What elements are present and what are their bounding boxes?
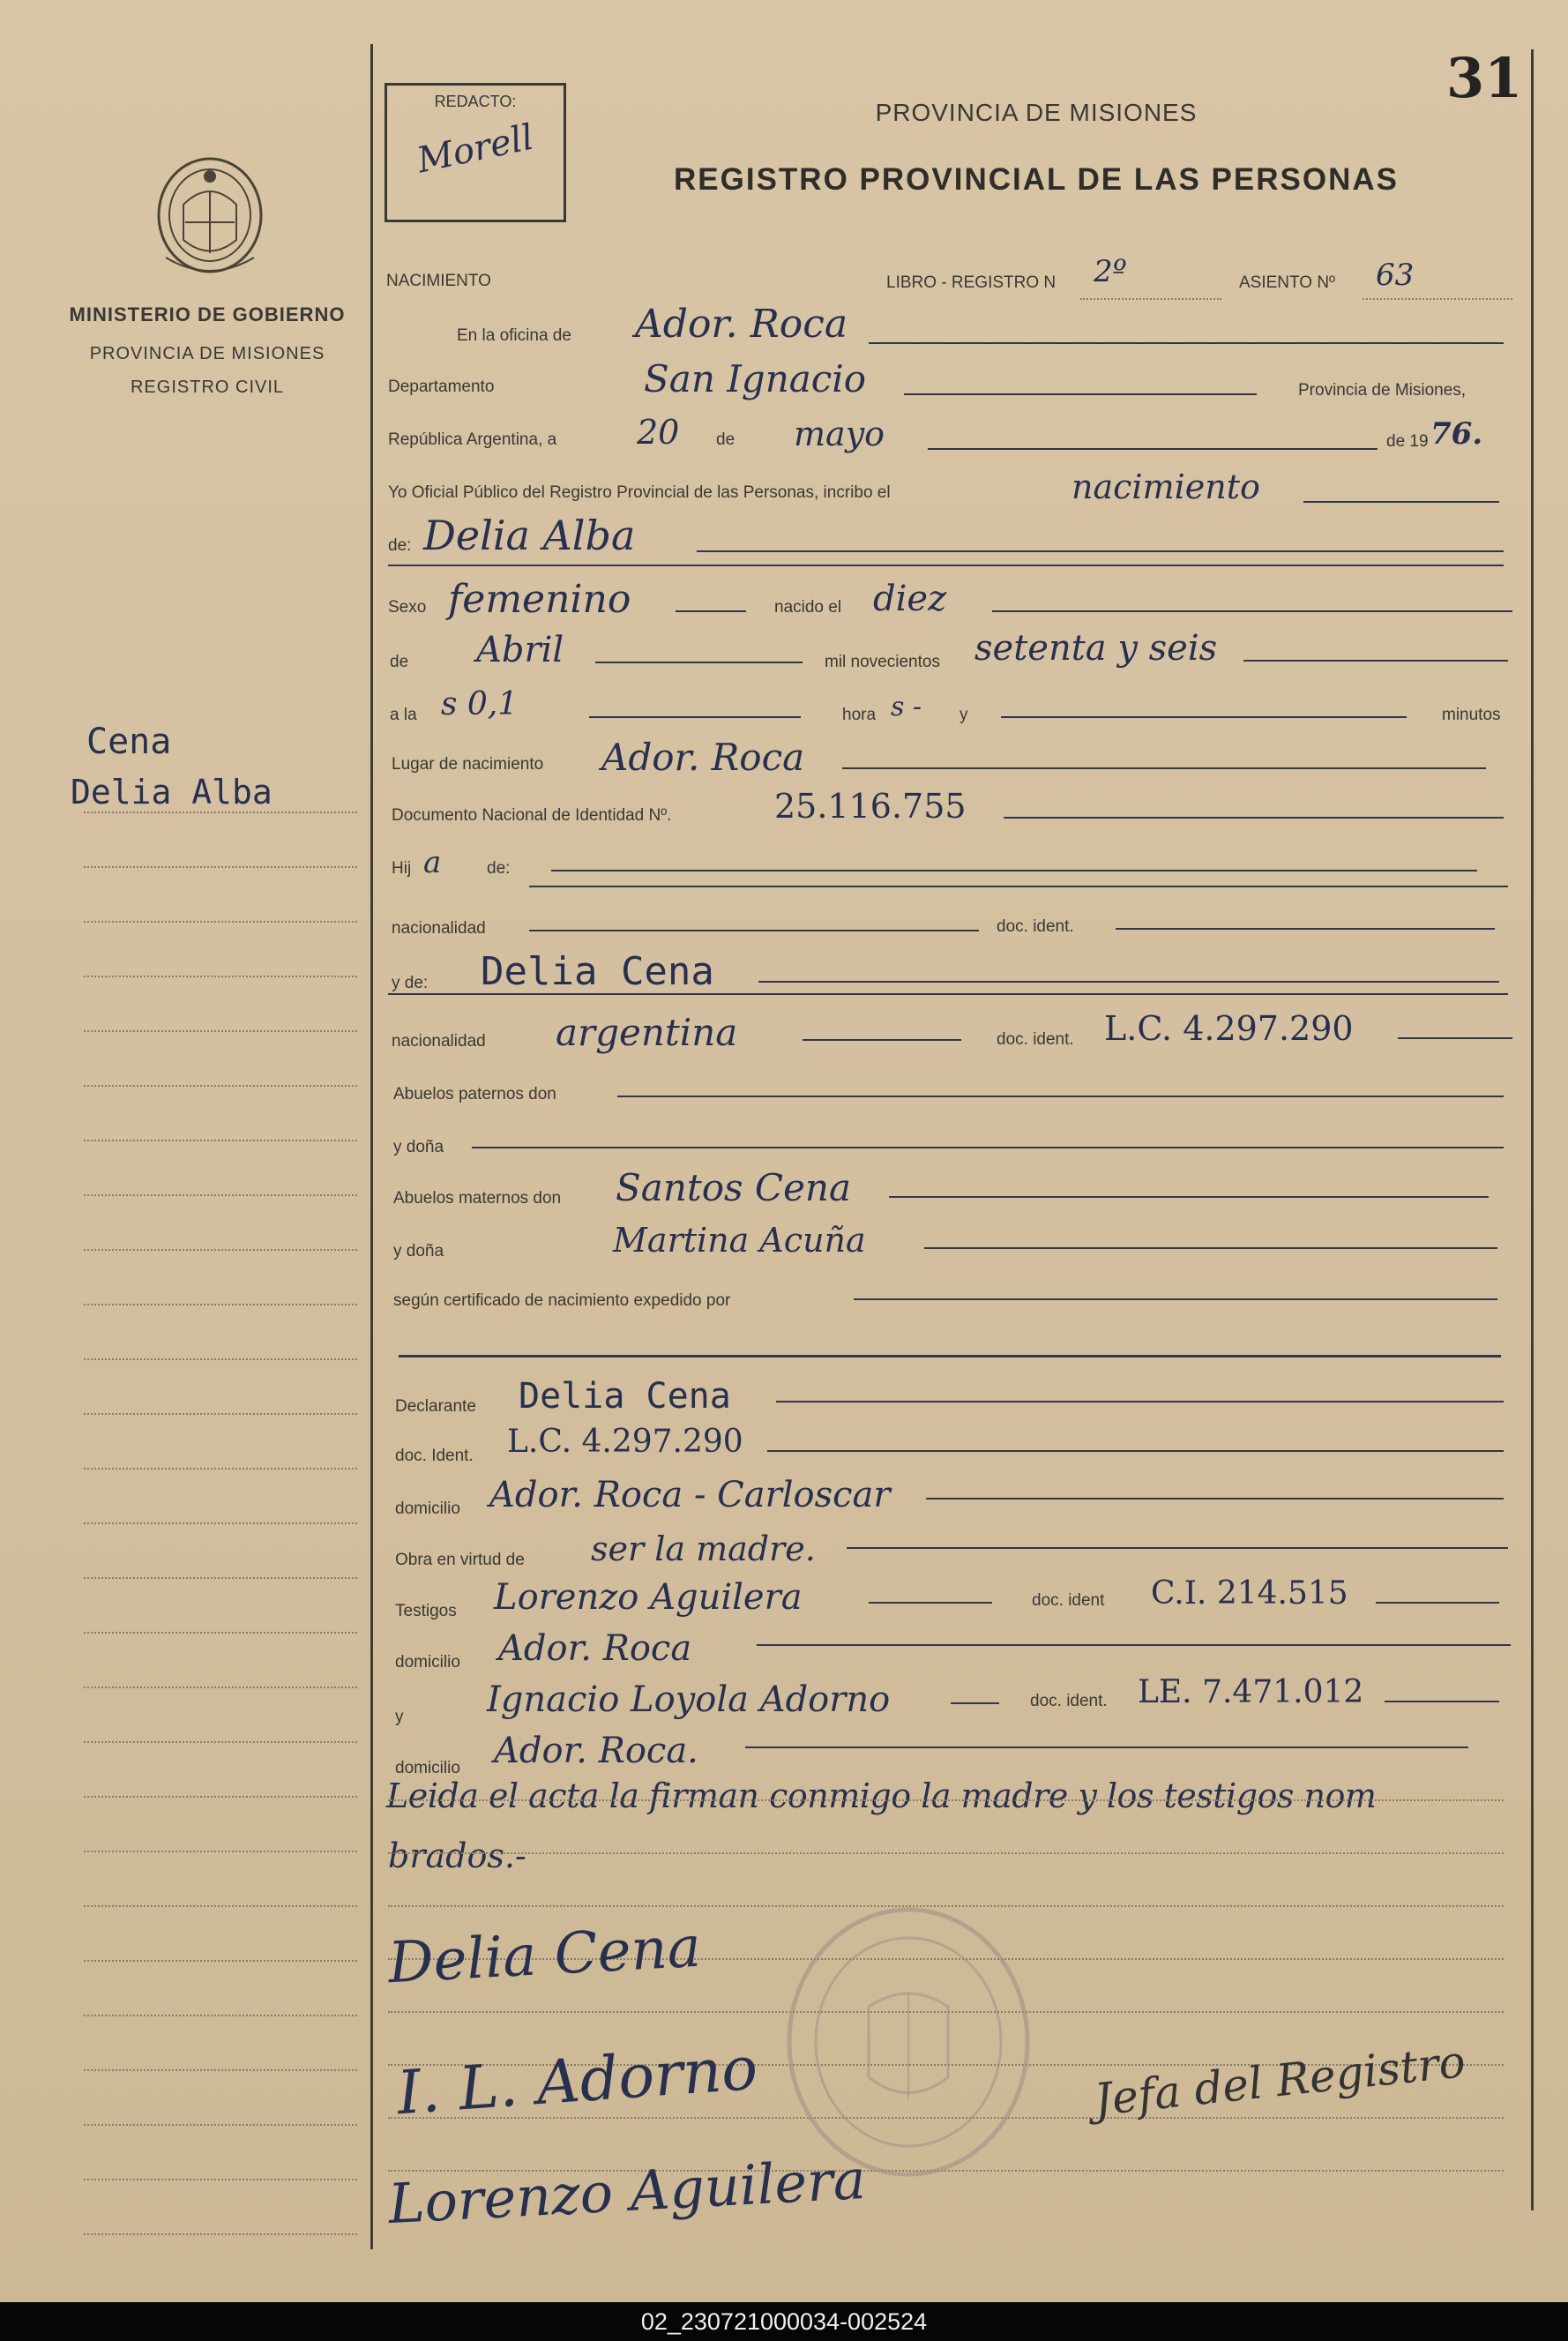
- mes-nac-value: Abril: [476, 630, 564, 670]
- doc-ident2-value: L.C. 4.297.290: [1104, 1009, 1354, 1048]
- yo-oficial-value: nacimiento: [1071, 467, 1260, 506]
- hora-value: s -: [891, 692, 922, 722]
- testigo2-doc-label: doc. ident.: [1030, 1692, 1108, 1710]
- margin-rule: [84, 921, 357, 923]
- closing-line-1: Leida el acta la firman conmigo la madre y los testigos nom: [386, 1776, 1377, 1815]
- ydona2-label: y doña: [393, 1242, 444, 1260]
- margin-rule: [84, 1468, 357, 1470]
- dni-value: 25.116.755: [774, 787, 967, 826]
- oficina-label: En la oficina de: [457, 326, 571, 345]
- doc-ident1-label: doc. ident.: [997, 917, 1074, 936]
- margin-rule: [84, 1304, 357, 1305]
- ala-value: s 0,1: [441, 686, 519, 722]
- dia-value: 20: [637, 413, 680, 452]
- ala-label: a la: [390, 706, 417, 724]
- ministry-title: MINISTERIO DE GOBIERNO: [69, 303, 346, 325]
- record-type: NACIMIENTO: [386, 272, 491, 290]
- testigo1-value: Lorenzo Aguilera: [494, 1577, 803, 1618]
- lugar-label: Lugar de nacimiento: [392, 755, 544, 774]
- margin-rule: [84, 1522, 357, 1524]
- declarante-label: Declarante: [395, 1397, 476, 1416]
- dni-label: Documento Nacional de Identidad Nº.: [392, 806, 672, 825]
- nacido-value: diez: [873, 579, 947, 619]
- margin-rule: [84, 2179, 357, 2180]
- abuelos-maternos-label: Abuelos maternos don: [393, 1189, 562, 1208]
- segun-label: según certificado de nacimiento expedido por: [393, 1291, 731, 1310]
- abuelos-maternos-value: Santos Cena: [616, 1166, 852, 1209]
- margin-rule: [84, 1194, 357, 1196]
- signature-aguilera: Lorenzo Aguilera: [386, 2146, 868, 2237]
- yde-label: y de:: [392, 974, 429, 992]
- margin-rule: [84, 1140, 357, 1141]
- mil-label: mil novecientos: [825, 653, 940, 671]
- margin-rule: [84, 2233, 357, 2235]
- declarante-value: Delia Cena: [519, 1376, 731, 1417]
- closing-line-2: brados.-: [388, 1836, 526, 1875]
- ydona1-label: y doña: [393, 1138, 444, 1156]
- y2-label: y: [395, 1708, 404, 1726]
- testigo2-doc-value: LE. 7.471.012: [1138, 1674, 1364, 1710]
- asiento-value: 63: [1376, 258, 1415, 293]
- margin-rule: [84, 1577, 357, 1579]
- hora-label: hora: [842, 706, 877, 724]
- margin-rule: [84, 1085, 357, 1087]
- domicilio3-value: Ador. Roca.: [494, 1731, 698, 1771]
- margin-rule: [84, 1249, 357, 1251]
- signature-adorno: I. L. Adorno: [394, 2033, 760, 2129]
- nacionalidad1-label: nacionalidad: [392, 919, 486, 938]
- margin-rule: [84, 866, 357, 868]
- domicilio2-label: domicilio: [395, 1653, 460, 1672]
- coat-of-arms-icon: [148, 152, 272, 284]
- declarante-doc-value: L.C. 4.297.290: [507, 1424, 743, 1460]
- testigo1-doc-value: C.I. 214.515: [1151, 1575, 1348, 1612]
- republica-label: República Argentina, a: [388, 430, 557, 449]
- libro-label: LIBRO - REGISTRO N: [886, 273, 1057, 292]
- margin-rule: [84, 1851, 357, 1852]
- margin-rule: [84, 1358, 357, 1360]
- minutos-label: minutos: [1442, 706, 1501, 724]
- margin-rule: [84, 1960, 357, 1962]
- provincia-suffix: Provincia de Misiones,: [1298, 381, 1467, 400]
- signature-madre: Delia Cena: [386, 1914, 703, 1997]
- left-border: [370, 44, 373, 2249]
- obra-label: Obra en virtud de: [395, 1551, 525, 1569]
- domicilio3-label: domicilio: [395, 1759, 460, 1777]
- departamento-value: San Ignacio: [644, 357, 867, 400]
- de2-label: de: [390, 653, 409, 671]
- testigo1-doc-label: doc. ident: [1032, 1591, 1105, 1610]
- hijo-de-label: de:: [487, 859, 511, 878]
- domicilio1-value: Ador. Roca - Carloscar: [489, 1475, 891, 1515]
- domicilio1-label: domicilio: [395, 1500, 460, 1518]
- margin-rule: [84, 976, 357, 977]
- doc-ident2-label: doc. ident.: [997, 1030, 1074, 1049]
- yo-oficial-label: Yo Oficial Público del Registro Provincial de las Personas, incribo el: [388, 483, 891, 502]
- hijo-value: a: [423, 845, 442, 880]
- right-border: [1531, 49, 1534, 2210]
- hijo-label: Hij: [392, 859, 412, 878]
- libro-value: 2º: [1094, 254, 1127, 289]
- nacionalidad2-value: argentina: [556, 1011, 738, 1054]
- margin-rule: [84, 1030, 357, 1032]
- nacionalidad2-label: nacionalidad: [392, 1032, 486, 1051]
- signature-rule: [388, 1799, 1504, 1801]
- page-number: 31: [1446, 46, 1523, 110]
- de-label: de: [716, 430, 735, 449]
- lugar-value: Ador. Roca: [601, 736, 805, 779]
- margin-rule: [84, 2124, 357, 2126]
- declarante-doc-label: doc. Ident.: [395, 1447, 474, 1465]
- de-year-label: de 19: [1386, 432, 1429, 451]
- left-registry: REGISTRO CIVIL: [130, 378, 285, 397]
- official-seal-icon: [776, 1888, 1041, 2188]
- asiento-label: ASIENTO Nº: [1239, 273, 1335, 292]
- margin-rule: [84, 1905, 357, 1907]
- nombre-value: Delia Alba: [423, 512, 636, 559]
- nombre-label: de:: [388, 536, 412, 555]
- footer-filename: 02_230721000034-002524: [0, 2302, 1568, 2341]
- margin-rule: [84, 2069, 357, 2071]
- testigo2-value: Ignacio Loyola Adorno: [487, 1679, 891, 1720]
- anio-nac-value: setenta y seis: [974, 628, 1218, 669]
- signature-oficial: Jefa del Registro: [1092, 2036, 1468, 2126]
- ydona2-value: Martina Acuña: [613, 1221, 866, 1260]
- sexo-label: Sexo: [388, 598, 427, 617]
- margin-rule: [84, 2015, 357, 2016]
- redacto-box: [385, 83, 566, 222]
- year-value: 76.: [1430, 416, 1483, 452]
- margin-name: Delia Alba: [71, 773, 273, 811]
- testigos-label: Testigos: [395, 1602, 457, 1620]
- left-province: PROVINCIA DE MISIONES: [89, 344, 325, 363]
- margin-rule: [84, 1413, 357, 1415]
- redacto-signature: Morell: [413, 116, 538, 182]
- abuelos-paternos-label: Abuelos paternos don: [393, 1085, 556, 1103]
- header-title: REGISTRO PROVINCIAL DE LAS PERSONAS: [674, 162, 1399, 197]
- y-label: y: [959, 706, 968, 724]
- margin-surname: Cena: [86, 722, 172, 762]
- nacido-label: nacido el: [774, 598, 842, 617]
- redacto-label: REDACTO:: [434, 93, 517, 110]
- margin-rule: [84, 1632, 357, 1634]
- mes-value: mayo: [794, 415, 885, 453]
- margin-rule: [84, 1741, 357, 1743]
- obra-value: ser la madre.: [591, 1530, 816, 1568]
- margin-rule: [84, 811, 357, 813]
- oficina-value: Ador. Roca: [635, 302, 848, 347]
- signature-rule: [388, 1852, 1504, 1854]
- domicilio2-value: Ador. Roca: [498, 1628, 692, 1669]
- sexo-value: femenino: [448, 577, 631, 622]
- header-province: PROVINCIA DE MISIONES: [875, 99, 1198, 126]
- margin-rule: [84, 1687, 357, 1688]
- departamento-label: Departamento: [388, 378, 495, 396]
- margin-rule: [84, 1796, 357, 1798]
- madre-value: Delia Cena: [481, 949, 714, 994]
